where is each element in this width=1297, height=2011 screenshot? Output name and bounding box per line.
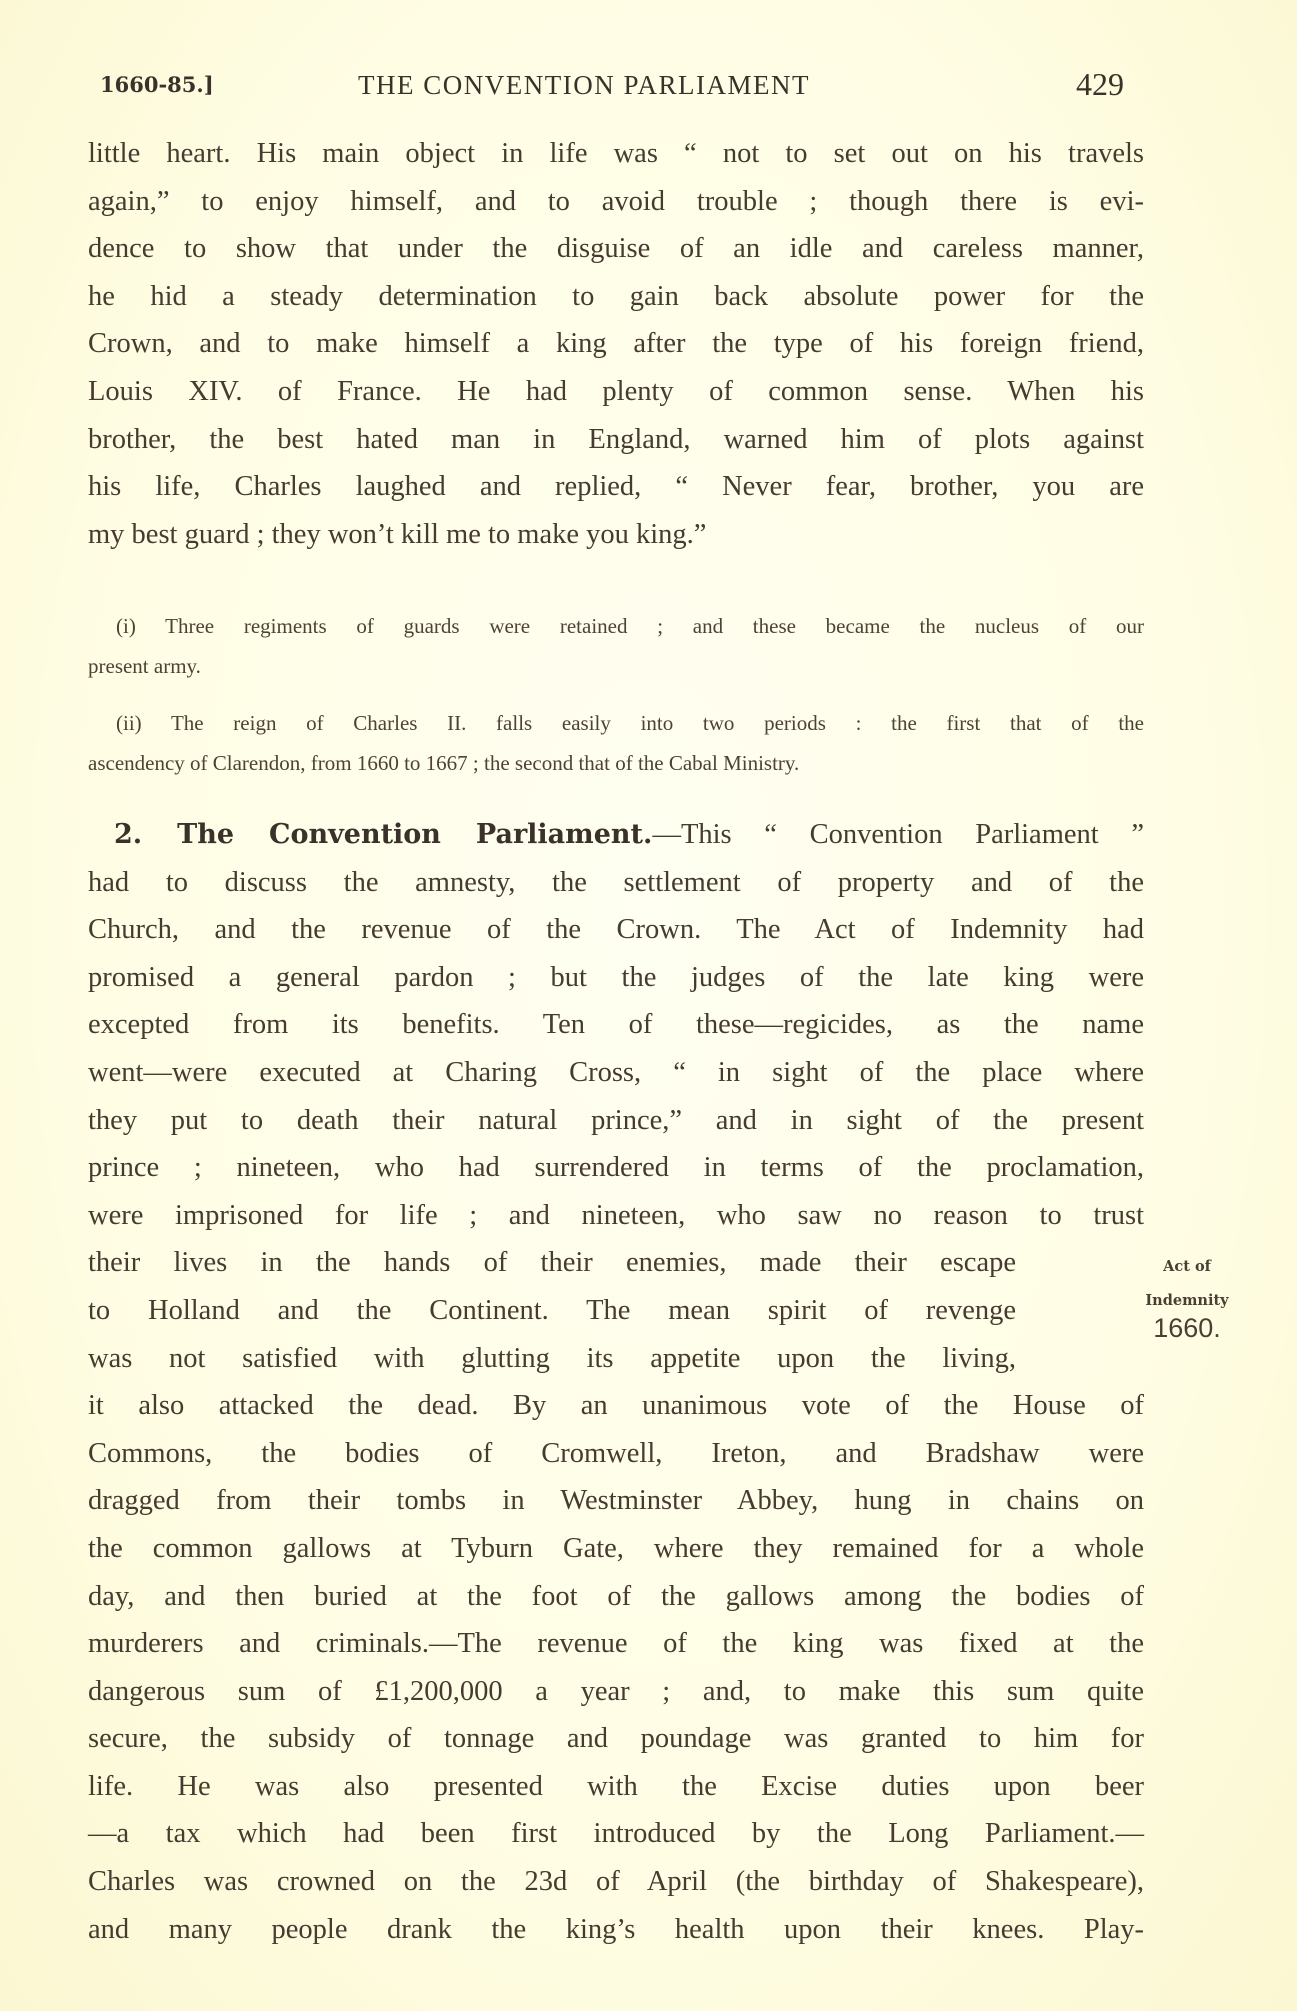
footnote-line: (i) Three regiments of guards were retained ; and these became the nucleus of our <box>116 614 1144 638</box>
margin-note-line: Indemnity <box>1145 1292 1229 1309</box>
text-line: Crown, and to make himself a king after the type of his foreign friend, <box>88 328 1144 360</box>
page-number: 429 <box>1076 66 1124 102</box>
running-head-date-range: 1660-85.] <box>100 72 214 97</box>
text-line: promised a general pardon ; but the judges of the late king were <box>88 961 1144 993</box>
margin-note-line: Act of <box>1163 1258 1211 1275</box>
text-line: excepted from its benefits. Ten of these—regicides, as the name <box>88 1009 1144 1041</box>
text-line: Louis XIV. of France. He had plenty of common sense. When his <box>88 375 1144 407</box>
text-line: were imprisoned for life ; and nineteen, who saw no reason to trust <box>88 1199 1144 1231</box>
section-convention-parliament <box>88 811 1144 1953</box>
text-line: my best guard ; they won’t kill me to make you king.” <box>88 518 707 550</box>
text-line: to Holland and the Continent. The mean spirit of revenge <box>88 1294 1016 1326</box>
margin-note-year: 1660. <box>1153 1313 1221 1343</box>
text-line: went—were executed at Charing Cross, “ in sight of the place where <box>88 1056 1144 1088</box>
margin-note <box>1112 1256 1262 1342</box>
text-line: —a tax which had been first introduced by the Long Parliament.— <box>88 1818 1144 1850</box>
text-line: secure, the subsidy of tonnage and poundage was granted to him for <box>88 1723 1144 1755</box>
text-line: again,” to enjoy himself, and to avoid trouble ; though there is evi- <box>88 185 1144 217</box>
text-line: their lives in the hands of their enemies, made their escape <box>88 1247 1016 1279</box>
text-line: had to discuss the amnesty, the settlement of property and of the <box>88 866 1144 898</box>
footnote-i <box>88 606 1144 686</box>
text-line: Commons, the bodies of Cromwell, Ireton, and Bradshaw were <box>88 1437 1144 1469</box>
text-line: he hid a steady determination to gain back absolute power for the <box>88 280 1144 312</box>
text-line: brother, the best hated man in England, warned him of plots against <box>88 423 1144 455</box>
section-heading-continuation: —This “ Convention Parliament ” <box>652 819 1144 850</box>
text-line: his life, Charles laughed and replied, “ Never fear, brother, you are <box>88 471 1144 503</box>
footnote-line: present army. <box>88 654 201 678</box>
text-line: dragged from their tombs in Westminster Abbey, hung in chains on <box>88 1485 1144 1517</box>
text-line: it also attacked the dead. By an unanimous vote of the House of <box>88 1390 1144 1422</box>
running-head <box>0 66 1297 106</box>
footnote-ii <box>88 703 1144 783</box>
footnotes <box>88 606 1144 783</box>
text-line: dangerous sum of £1,200,000 a year ; and, to make this sum quite <box>88 1675 1144 1707</box>
running-head-title: THE CONVENTION PARLIAMENT <box>358 70 810 100</box>
text-line: the common gallows at Tyburn Gate, where they remained for a whole <box>88 1532 1144 1564</box>
section-first-line <box>88 811 1144 859</box>
text-line: murderers and criminals.—The revenue of the king was fixed at the <box>88 1628 1144 1660</box>
text-line: dence to show that under the disguise of an idle and careless manner, <box>88 233 1144 265</box>
text-line: Charles was crowned on the 23d of April (the birthday of Shakespeare), <box>88 1866 1144 1898</box>
text-line: they put to death their natural prince,” and in sight of the present <box>88 1104 1144 1136</box>
text-line: and many people drank the king’s health upon their knees. Play- <box>88 1913 1144 1945</box>
paragraph-continued <box>88 130 1144 558</box>
text-line: was not satisfied with glutting its appetite upon the living, <box>88 1342 1016 1374</box>
text-line: prince ; nineteen, who had surrendered in terms of the proclamation, <box>88 1152 1144 1184</box>
text-line: little heart. His main object in life was “ not to set out on his travels <box>88 138 1144 169</box>
text-line: day, and then buried at the foot of the gallows among the bodies of <box>88 1580 1144 1612</box>
footnote-line: ascendency of Clarendon, from 1660 to 1667 ; the second that of the Cabal Ministry. <box>88 751 800 775</box>
text-line: life. He was also presented with the Excise duties upon beer <box>88 1770 1144 1802</box>
section-heading: 2. The Convention Parliament. <box>114 819 653 850</box>
text-line: Church, and the revenue of the Crown. The Act of Indemnity had <box>88 914 1144 946</box>
footnote-line: (ii) The reign of Charles II. falls easily into two periods : the first that of the <box>116 711 1144 735</box>
